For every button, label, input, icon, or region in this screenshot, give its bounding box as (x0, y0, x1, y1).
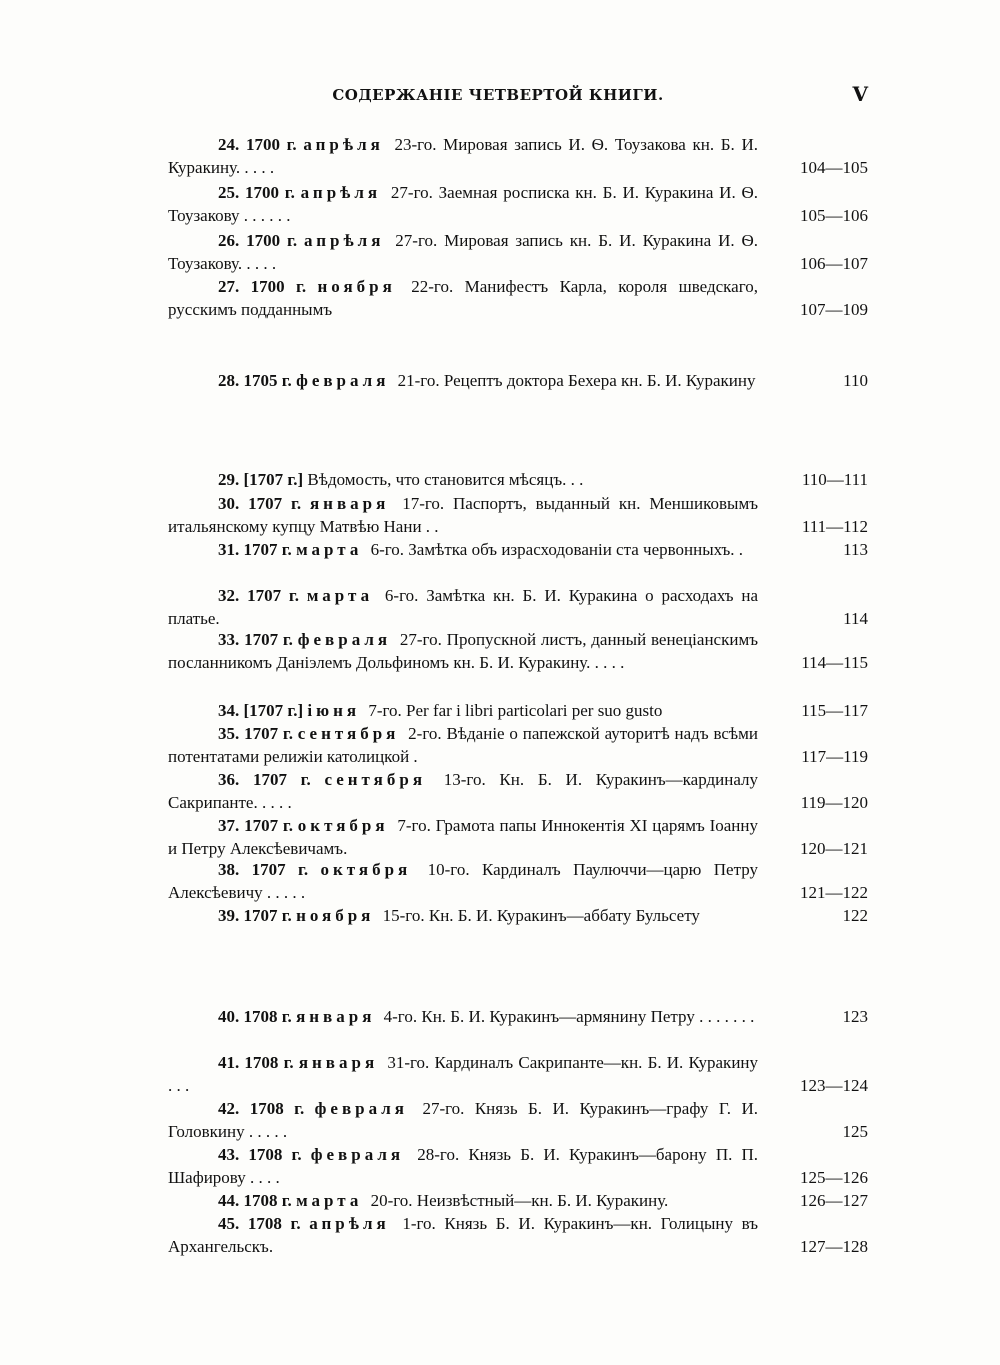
entry-pages: 111—112 (801, 517, 868, 536)
toc-entry-text (168, 722, 758, 768)
toc-entry-text (168, 768, 758, 814)
entry-number: 26. (218, 231, 247, 250)
entry-pages: 117—119 (801, 747, 868, 766)
entry-number: 45. (218, 1214, 248, 1233)
entry-year: 1700 г. (250, 277, 318, 296)
entry-pages: 123—124 (800, 1076, 868, 1095)
toc-entry-text (168, 699, 758, 722)
entry-month: октября (297, 816, 398, 835)
toc-entry (168, 1097, 868, 1143)
entry-number: 34. (218, 701, 244, 720)
entry-pages: 119—120 (800, 793, 868, 812)
entry-description: Вѣдомость, что становится мѣсяцъ. . . (307, 470, 584, 489)
toc-entry-text (168, 1212, 758, 1258)
entry-description: 22-го. Манифестъ Карла, короля шведскаго, русскимъ подданнымъ (168, 277, 758, 319)
toc-entry-text (168, 904, 758, 927)
entry-year: 1708 г. (243, 1191, 297, 1210)
entry-pages: 110—111 (801, 470, 868, 489)
toc-entry (168, 275, 868, 321)
toc-entry (168, 468, 868, 491)
entry-pages: 125—126 (800, 1168, 868, 1187)
toc-entry (168, 492, 868, 538)
page-number: V (852, 82, 868, 106)
toc-entry (168, 1212, 868, 1258)
entry-description: 15-го. Кн. Б. И. Куракинъ—аббату Бульсету (382, 906, 700, 925)
entry-number: 30. (218, 494, 249, 513)
entry-year: 1708 г. (248, 1145, 311, 1164)
toc-entry (168, 1005, 868, 1028)
entry-pages: 104—105 (800, 158, 868, 177)
entry-pages: 127—128 (800, 1237, 868, 1256)
entry-number: 32. (218, 586, 248, 605)
entry-year: 1708 г. (244, 1053, 299, 1072)
entry-number: 43. (218, 1145, 249, 1164)
entry-description: 6-го. Замѣтка объ израсходованіи ста червонныхъ. . (370, 540, 744, 559)
entry-pages: 110 (843, 371, 868, 390)
entry-year: 1707 г. (243, 906, 297, 925)
entry-number: 25. (218, 183, 246, 202)
entry-pages: 114—115 (801, 653, 868, 672)
entry-month: марта (306, 586, 385, 605)
toc-entry-text (168, 181, 758, 227)
toc-entry-text (168, 468, 758, 491)
entry-number: 24. (218, 135, 246, 154)
toc-entry (168, 814, 868, 860)
entry-pages: 106—107 (800, 254, 868, 273)
toc-entry-text (168, 538, 758, 561)
entry-pages: 122 (842, 906, 868, 925)
entry-month: января (298, 1053, 388, 1072)
toc-entry (168, 858, 868, 904)
entry-number: 27. (218, 277, 251, 296)
toc-entry (168, 584, 868, 630)
entry-pages: 114 (843, 609, 868, 628)
entry-number: 28. (218, 371, 244, 390)
entry-number: 33. (218, 630, 245, 649)
toc-entry-text (168, 229, 758, 275)
entry-description: 27-го. Пропускной листъ, данный венеціанскимъ посланникомъ Даніэлемъ Дольфиномъ кн. Б. И. Куракину. . . . . (168, 630, 759, 672)
entry-month: ноября (296, 906, 383, 925)
toc-entry (168, 1189, 868, 1212)
toc-entry (168, 699, 868, 722)
toc-entry-text (168, 492, 758, 538)
entry-month: сентября (297, 724, 409, 743)
entry-description: 1-го. Князь Б. И. Куракинъ—кн. Голицыну въ Архангельскъ. (168, 1214, 759, 1256)
entry-number: 42. (218, 1099, 250, 1118)
entry-pages: 123 (842, 1007, 868, 1026)
entry-number: 29. (218, 470, 244, 489)
entry-month: февраля (296, 371, 398, 390)
entry-number: 31. (218, 540, 244, 559)
entry-year: 1707 г. (244, 816, 298, 835)
toc-entry-text (168, 369, 758, 392)
toc-entry (168, 133, 868, 179)
toc-entry (168, 628, 868, 674)
entry-year: 1700 г. (245, 183, 301, 202)
entry-description: 13-го. Кн. Б. И. Куракинъ—кардиналу Сакрипанте. . . . . (168, 770, 758, 812)
entry-month: апрѣля (300, 183, 391, 202)
entry-month: іюня (307, 701, 369, 720)
page-title: СОДЕРЖАНІЕ ЧЕТВЕРТОЙ КНИГИ. (332, 86, 664, 104)
entry-year: [1707 г.] (243, 701, 308, 720)
entry-description: 23-го. Мировая запись И. Ѳ. Тоузакова кн. Б. И. Куракину. . . . . (168, 135, 758, 177)
toc-entry (168, 904, 868, 927)
entry-description: 7-го. Per far i libri particolari per suo gusto (368, 701, 663, 720)
toc-entry-text (168, 1143, 758, 1189)
entry-month: апрѣля (303, 231, 396, 250)
entry-year: 1708 г. (243, 1007, 297, 1026)
entry-number: 44. (218, 1191, 244, 1210)
entry-number: 36. (218, 770, 253, 789)
toc-entry (168, 722, 868, 768)
toc-entry (168, 768, 868, 814)
entry-description: 2-го. Вѣданіе о папежской ауторитѣ надъ всѣми потентатами релижіи католицкой . (168, 724, 759, 766)
toc-entry (168, 538, 868, 561)
entry-month: ноября (317, 277, 412, 296)
toc-entry-text (168, 1005, 758, 1028)
entry-description: 28-го. Князь Б. И. Куракинъ—барону П. П. Шафирову . . . . (168, 1145, 759, 1187)
entry-month: октября (320, 860, 428, 879)
toc-entry (168, 181, 868, 227)
entry-month: января (309, 494, 403, 513)
entry-year: 1708 г. (247, 1214, 310, 1233)
toc-entry-text (168, 275, 758, 321)
entry-description: 6-го. Замѣтка кн. Б. И. Куракина о расходахъ на платье. (168, 586, 759, 628)
toc-entry-text (168, 814, 758, 860)
toc-entry-text (168, 1097, 758, 1143)
entry-year: [1707 г.] (243, 470, 308, 489)
entry-description: 21-го. Рецептъ доктора Бехера кн. Б. И. Куракину (397, 371, 756, 390)
entry-month: марта (296, 1191, 371, 1210)
toc-entry-text (168, 628, 758, 674)
entry-number: 37. (218, 816, 245, 835)
entry-description: 31-го. Кардиналъ Сакрипанте—кн. Б. И. Куракину . . . (168, 1053, 759, 1095)
entry-description: 7-го. Грамота папы Иннокентія XI царямъ Іоанну и Петру Алексѣевичамъ. (168, 816, 758, 858)
entry-number: 38. (218, 860, 252, 879)
entry-month: февраля (314, 1099, 423, 1118)
entry-year: 1708 г. (249, 1099, 315, 1118)
toc-entry-text (168, 1189, 758, 1212)
toc-entry-text (168, 584, 758, 630)
entry-pages: 121—122 (800, 883, 868, 902)
entry-number: 35. (218, 724, 245, 743)
toc-entry-text (168, 858, 758, 904)
entry-month: апрѣля (303, 135, 395, 154)
entry-description: 27-го. Князь Б. И. Куракинъ—графу Г. И. Головкину . . . . . (168, 1099, 758, 1141)
entry-month: января (296, 1007, 384, 1026)
entry-year: 1707 г. (251, 860, 321, 879)
entry-month: сентября (324, 770, 444, 789)
entry-description: 27-го. Мировая запись кн. Б. И. Куракина И. Ѳ. Тоузакову. . . . . (168, 231, 758, 273)
entry-year: 1707 г. (243, 540, 297, 559)
entry-pages: 125 (842, 1122, 868, 1141)
toc-entry-text (168, 1051, 758, 1097)
entry-description: 27-го. Заемная росписка кн. Б. И. Куракина И. Ѳ. Тоузакову . . . . . . (168, 183, 758, 225)
toc-entry (168, 1051, 868, 1097)
entry-pages: 113 (843, 540, 868, 559)
entry-year: 1700 г. (245, 135, 304, 154)
entry-pages: 105—106 (800, 206, 868, 225)
entry-number: 41. (218, 1053, 245, 1072)
toc-entry (168, 229, 868, 275)
entry-year: 1707 г. (247, 586, 307, 605)
entry-pages: 120—121 (800, 839, 868, 858)
entry-year: 1707 г. (244, 630, 298, 649)
page-header (168, 82, 868, 112)
entry-year: 1700 г. (246, 231, 304, 250)
toc-entry (168, 1143, 868, 1189)
entry-pages: 107—109 (800, 300, 868, 319)
entry-description: 20-го. Неизвѣстный—кн. Б. И. Куракину. (370, 1191, 669, 1210)
entry-description: 17-го. Паспортъ, выданный кн. Меншиковымъ итальянскому купцу Матвѣю Нани . . (168, 494, 758, 536)
entry-number: 40. (218, 1007, 244, 1026)
entry-year: 1707 г. (244, 724, 298, 743)
entry-pages: 115—117 (801, 701, 868, 720)
entry-description: 4-го. Кн. Б. И. Куракинъ—армянину Петру . . . . . . . (383, 1007, 755, 1026)
entry-month: февраля (310, 1145, 418, 1164)
entry-description: 10-го. Кардиналъ Паулюччи—царю Петру Алексѣевичу . . . . . (168, 860, 759, 902)
entry-month: марта (296, 540, 371, 559)
entry-month: февраля (297, 630, 400, 649)
entry-number: 39. (218, 906, 244, 925)
toc-entry-text (168, 133, 758, 179)
entry-year: 1705 г. (243, 371, 297, 390)
entry-pages: 126—127 (800, 1191, 868, 1210)
entry-month: апрѣля (309, 1214, 403, 1233)
toc-entry (168, 369, 868, 392)
entry-year: 1707 г. (248, 494, 310, 513)
entry-year: 1707 г. (252, 770, 325, 789)
